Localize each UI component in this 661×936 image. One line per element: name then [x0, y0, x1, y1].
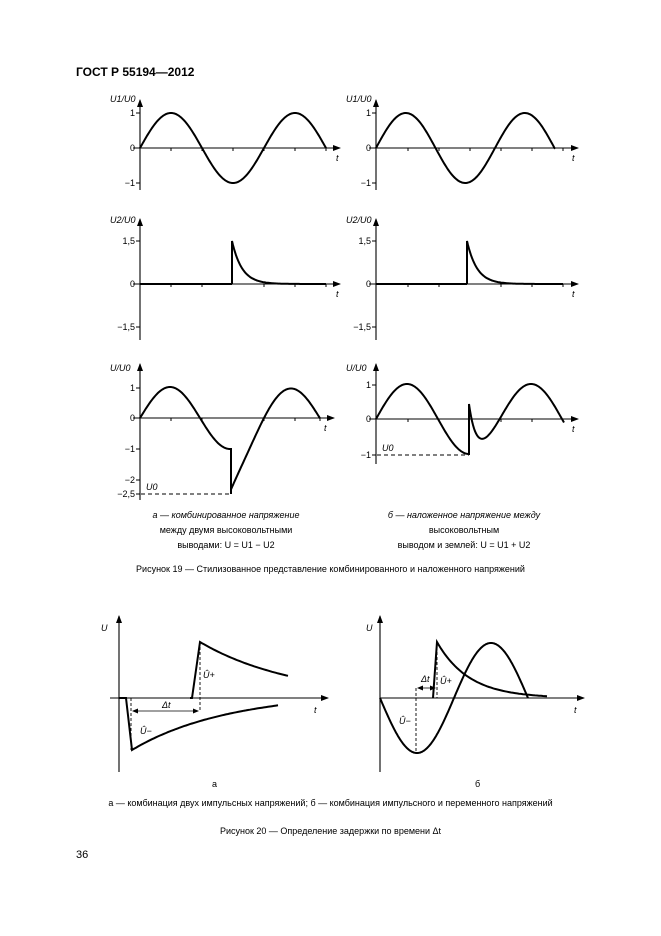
figure-20-legend: а — комбинация двух импульсных напряжений; б — комбинация импульсного и переменного напряжений: [108, 798, 553, 808]
y-axis-label: U/U0: [346, 363, 367, 373]
sub-label: б: [475, 779, 481, 789]
document-header: ГОСТ Р 55194—2012: [76, 65, 195, 79]
y-tick-label: 0: [365, 279, 371, 289]
y-axis-label: U1/U0: [346, 94, 372, 104]
panel-b1: [346, 94, 578, 190]
x-axis-label: t: [572, 424, 575, 434]
y-tick-label: 1: [129, 383, 135, 393]
u-minus-label: Û−: [399, 716, 411, 726]
y-tick-label: 1: [129, 108, 135, 118]
x-axis-label: t: [574, 705, 577, 715]
y-tick-label: 1,5: [358, 236, 371, 246]
delta-t-label: Δt: [162, 700, 171, 710]
u0-label: U0: [382, 443, 394, 453]
y-tick-label: 0: [129, 413, 135, 423]
caption-line: выводами: U = U1 − U2: [177, 540, 275, 550]
y-axis-label: U/U0: [110, 363, 131, 373]
y-axis-label: U: [101, 623, 108, 633]
y-tick-label: −1: [360, 450, 371, 460]
y-tick-label: 0: [129, 279, 135, 289]
y-tick-label: −1: [124, 178, 135, 188]
y-tick-label: −2: [124, 475, 135, 485]
y-tick-label: −1: [360, 178, 371, 188]
x-axis-label: t: [314, 705, 317, 715]
u0-label: U0: [146, 482, 158, 492]
figure-19-title: Рисунок 19 — Стилизованное представление комбинированного и наложенного напряжений: [136, 564, 525, 574]
y-tick-label: −2,5: [117, 489, 135, 499]
u-plus-label: Û+: [203, 670, 215, 680]
y-tick-label: 0: [365, 414, 371, 424]
fig20-panel-a: [101, 616, 328, 789]
fig20-panel-b: [366, 616, 584, 789]
panel-a2: [110, 215, 340, 340]
impulse-waveform: [433, 642, 547, 698]
y-tick-label: −1,5: [353, 322, 371, 332]
y-axis-label: U: [366, 623, 373, 633]
caption-a: [118, 508, 334, 553]
panel-a3: [110, 363, 334, 500]
x-axis-label: t: [324, 423, 327, 433]
figure-20-title: Рисунок 20 — Определение задержки по времени Δt: [219, 826, 442, 836]
y-axis-label: U1/U0: [110, 94, 136, 104]
x-axis-label: t: [336, 153, 339, 163]
y-tick-label: 0: [365, 143, 371, 153]
delta-t-label: Δt: [421, 674, 430, 684]
y-tick-label: 1: [365, 380, 371, 390]
y-axis-label: U2/U0: [346, 215, 372, 225]
page-number: 36: [76, 849, 89, 861]
caption-line: высоковольтным: [428, 525, 500, 535]
y-tick-label: 1,5: [122, 236, 135, 246]
caption-b: [356, 508, 572, 553]
caption-line: между двумя высоковольтными: [159, 525, 293, 535]
y-axis-label: U2/U0: [110, 215, 136, 225]
waveform-u-combined: [140, 387, 320, 494]
panel-b3: [346, 363, 578, 464]
x-axis-label: t: [572, 289, 575, 299]
panel-b2: [346, 215, 578, 340]
x-axis-label: t: [572, 153, 575, 163]
x-axis-label: t: [336, 289, 339, 299]
u-plus-label: Û+: [440, 676, 452, 686]
waveform-u2-pulse: [232, 241, 326, 284]
caption-line: б — наложенное напряжение между: [387, 510, 541, 520]
caption-line: а — комбинированное напряжение: [152, 510, 300, 520]
caption-line: выводом и землей: U = U1 + U2: [397, 540, 531, 550]
sub-label: а: [212, 779, 218, 789]
y-tick-label: −1: [124, 444, 135, 454]
y-tick-label: −1,5: [117, 322, 135, 332]
u-minus-label: Û−: [140, 726, 152, 736]
y-tick-label: 0: [129, 143, 135, 153]
panel-a1: [110, 94, 340, 190]
negative-impulse: [119, 698, 278, 750]
y-tick-label: 1: [365, 108, 371, 118]
waveform-u2-pulse: [467, 241, 563, 284]
